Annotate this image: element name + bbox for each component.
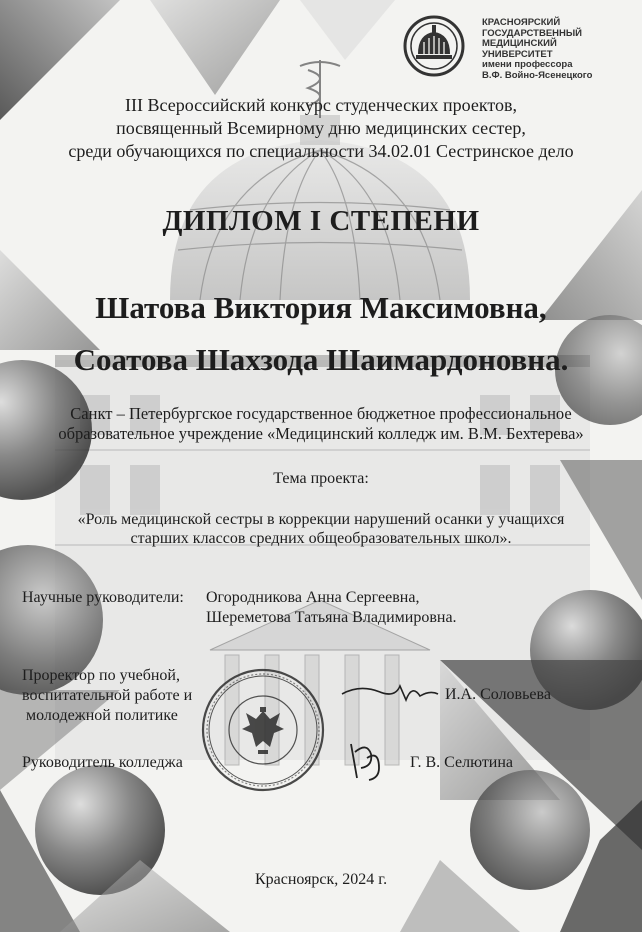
- logo-line: МЕДИЦИНСКИЙ: [482, 38, 557, 49]
- logo-line: имени профессора: [482, 59, 573, 70]
- university-name: [482, 18, 592, 81]
- college-head-signature: [345, 738, 385, 784]
- supervisors-label: Научные руководители:: [22, 589, 184, 606]
- college-head-name: Г. В. Селютина: [410, 754, 514, 771]
- logo-line: КРАСНОЯРСКИЙ: [482, 17, 561, 28]
- topic-label: Тема проекта:: [273, 470, 369, 487]
- prorector-name: И.А. Соловьева: [445, 686, 551, 703]
- winner-names: [0, 282, 642, 386]
- event-line: III Всероссийский конкурс студенческих проектов,: [125, 95, 517, 115]
- winner-name: Соатова Шахзода Шаимардоновна.: [73, 342, 569, 377]
- prorector-title: [22, 666, 192, 726]
- city-year: Красноярск, 2024 г.: [254, 871, 388, 888]
- college-head-label: Руководитель колледжа: [22, 754, 183, 771]
- topic-line: старших классов средних общеобразовательных школ».: [130, 530, 512, 547]
- logo-line: В.Ф. Войно-Ясенецкого: [482, 69, 593, 81]
- institution-line: Санкт – Петербургское государственное бюджетное профессиональное: [70, 404, 572, 423]
- prorector-line: Проректор по учебной,: [22, 667, 180, 684]
- topic-line: «Роль медицинской сестры в коррекции нарушений осанки у учащихся: [77, 511, 565, 528]
- prorector-line: воспитательной работе и: [22, 687, 193, 704]
- institution-line: образовательное учреждение «Медицинский колледж им. В.М. Бехтерева»: [58, 424, 584, 443]
- supervisor-name: Огородникова Анна Сергеевна,: [206, 589, 420, 606]
- logo-line: ГОСУДАРСТВЕННЫЙ: [482, 27, 583, 39]
- event-line: среди обучающихся по специальности 34.02.01 Сестринское дело: [68, 141, 574, 161]
- supervisor-name: Шереметова Татьяна Владимировна.: [206, 609, 457, 626]
- prorector-line: молодежной политике: [22, 707, 178, 724]
- diploma-title: ДИПЛОМ I СТЕПЕНИ: [162, 205, 480, 237]
- prorector-signature: [340, 676, 440, 706]
- event-description: [0, 94, 642, 163]
- logo-line: УНИВЕРСИТЕТ: [482, 48, 553, 60]
- university-emblem-icon: [402, 14, 466, 78]
- project-topic: [0, 510, 642, 548]
- institution-name: [0, 404, 642, 444]
- official-seal-icon: [200, 667, 326, 793]
- winner-name: Шатова Виктория Максимовна,: [95, 290, 547, 325]
- event-line: посвященный Всемирному дню медицинских сестер,: [116, 118, 526, 138]
